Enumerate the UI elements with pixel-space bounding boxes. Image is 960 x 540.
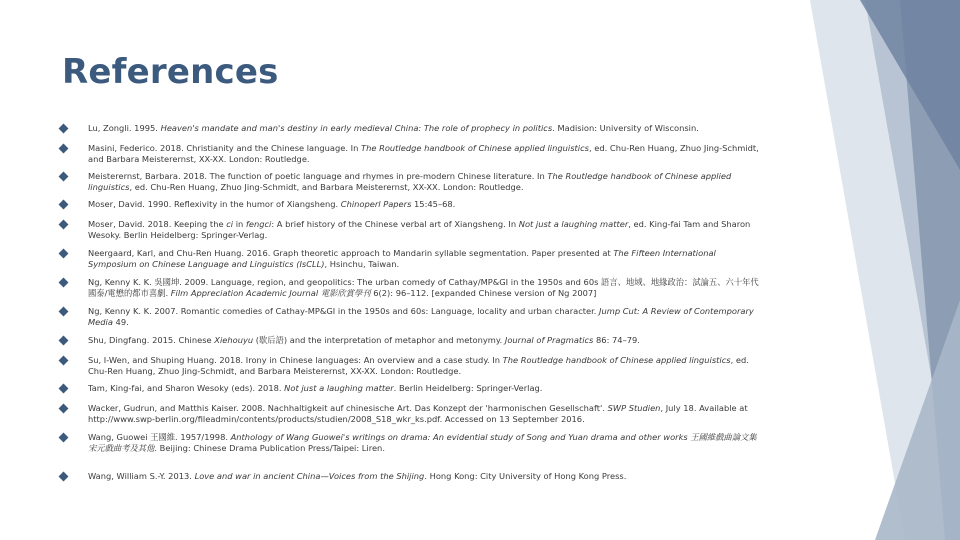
reference-italic-part: Heaven's mandate and man's destiny in early medieval China: The role of prophecy in politics [160,123,553,133]
reference-part: Su, I-Wen, and Shuping Huang. 2018. Irony in Chinese languages: An overview and a case study. In [88,355,503,365]
reference-part: , Hsinchu, Taiwan. [324,258,400,269]
bullet-diamond-icon [59,200,69,210]
bullet-diamond-icon [59,144,69,154]
reference-part: Shu, Dingfang. 2015. Chinese [88,335,215,345]
bullet-diamond-icon [59,384,69,394]
reference-part: , ed. King-fai Tam and Sharon Wesoky. Berlin Heidelberg: Springer-Verlag. [88,219,751,240]
reference-part: Tam, King-fai, and Sharon Wesoky (eds). 2018. [88,383,285,393]
reference-item [60,383,760,394]
reference-text [88,471,760,482]
reference-italic-part: Film Appreciation Academic Journal 電影欣賞學刊 [170,287,371,298]
reference-part: Masini, Federico. 2018. Christianity and the Chinese language. In [88,143,362,153]
reference-part: Wacker, Gudrun, and Matthis Kaiser. 2008. Nachhaltigkeit auf chinesische Art. Das Konzept der 'harmonischen Gesellschaft'. [88,403,608,413]
reference-text [88,335,760,346]
reference-item [60,403,760,424]
page-title: References [62,52,279,92]
reference-item [60,143,760,164]
bullet-diamond-icon [59,124,69,134]
reference-item [60,277,760,298]
reference-italic-part: The Routledge handbook of Chinese applied linguistics [502,355,731,365]
reference-text [88,277,760,298]
reference-text [88,219,760,240]
reference-item [60,123,760,134]
reference-italic-part: Journal of Pragmatics [504,335,594,345]
reference-part: . Madision: University of Wisconsin. [552,123,699,133]
reference-item [60,471,760,482]
reference-part: Moser, David. 1990. Reflexivity in the humor of Xiangsheng. [88,199,341,209]
bullet-diamond-icon [59,278,69,288]
reference-text [88,123,760,134]
reference-italic-part: Jump Cut: A Review of Contemporary Media [88,306,754,327]
reference-text [88,432,760,453]
bullet-diamond-icon [59,336,69,346]
bullet-diamond-icon [59,356,69,366]
reference-text [88,306,760,327]
reference-italic-part: The Routledge handbook of Chinese applied linguistics [361,143,589,153]
reference-italic-part: Love and war in ancient China—Voices from the Shijing [194,471,425,481]
reference-part: 15:45–68. [411,199,456,209]
reference-part: 86: 74–79. [593,335,640,345]
reference-item [60,248,760,269]
reference-part: Ng, Kenny K. K. 2007. Romantic comedies of Cathay-MP&GI in the 1950s and 60s: Language, locality and urban character. [88,306,600,316]
bullet-diamond-icon [59,404,69,414]
decorative-shapes [700,0,960,540]
reference-text [88,403,760,424]
reference-part: . Berlin Heidelberg: Springer-Verlag. [393,383,543,393]
reference-part: 49. [112,316,129,327]
reference-part: , July 18. Available at http://www.swp-berlin.org/fileadmin/contents/products/studien/2008_S18_wkr_ks.pdf. Accessed on 13 September 2016. [88,403,748,424]
reference-italic-part: Not just a laughing matter [518,219,629,229]
reference-item [60,171,760,192]
reference-part: Wang, Guowei 王國維. 1957/1998. [88,432,231,442]
reference-part: . Hong Kong: City University of Hong Kong Press. [424,471,627,481]
reference-part: Moser, David. 2018. Keeping the [88,219,227,229]
bullet-diamond-icon [59,220,69,230]
reference-text [88,248,760,269]
reference-text [88,143,760,164]
reference-italic-part: Anthology of Wang Guowei's writings on drama: An evidential study of Song and Yuan drama and other works 王國維戲曲論文集宋元戲曲考及其他 [88,432,757,453]
reference-item [60,335,760,346]
reference-item [60,219,760,240]
reference-text [88,199,760,210]
reference-text [88,383,760,394]
bullet-diamond-icon [59,307,69,317]
bullet-diamond-icon [59,249,69,259]
reference-part: 6(2): 96–112. [expanded Chinese version of Ng 2007] [370,287,597,298]
reference-item [60,199,760,210]
reference-part: Ng, Kenny K. K. 吳國坤. 2009. Language, region, and geopolitics: The urban comedy of Cathay/MP&GI in the 1950s and 60s 語言、地域、地緣政治：試論五、六十年代國泰/電懋的都市喜劇. [88,277,759,298]
reference-part: in [233,219,246,229]
reference-italic-part: The Fifteen International Symposium on Chinese Language and Linguistics (IsCLL) [88,248,716,269]
reference-part: , ed. Chu-Ren Huang, Zhuo Jing-Schmidt, and Barbara Meisterernst, XX-XX. London: Routledge. [88,355,749,376]
reference-italic-part: SWP Studien [607,403,661,413]
reference-italic-part: Chinoperl Papers [340,199,412,209]
reference-part: Meisterernst, Barbara. 2018. The function of poetic language and rhymes in pre-modern Chinese literature. In [88,171,548,181]
reference-italic-part: ci [226,219,234,229]
reference-italic-part: Xiehouyu [214,335,254,345]
reference-part: : A brief history of the Chinese verbal art of Xiangsheng. In [271,219,519,229]
reference-part: Neergaard, Karl, and Chu-Ren Huang. 2016. Graph theoretic approach to Mandarin syllable segmentation. Paper presented at [88,248,614,258]
reference-italic-part: fengci [245,219,272,229]
reference-item [60,306,760,327]
bullet-diamond-icon [59,472,69,482]
reference-italic-part: Not just a laughing matter [284,383,394,393]
reference-part: (歇后語) and the interpretation of metaphor and metonymy. [253,335,505,345]
reference-part: Wang, William S.-Y. 2013. [88,471,195,481]
reference-text [88,355,760,376]
reference-part: Lu, Zongli. 1995. [88,123,161,133]
reference-part: , ed. Chu-Ren Huang, Zhuo Jing-Schmidt, and Barbara Meisterernst, XX-XX. London: Routledge. [129,181,524,192]
bullet-diamond-icon [59,433,69,443]
reference-text [88,171,760,192]
bullet-diamond-icon [59,172,69,182]
reference-part: , ed. Chu-Ren Huang, Zhuo Jing-Schmidt, and Barbara Meisterernst, XX-XX. London: Routledge. [88,143,759,164]
reference-italic-part: The Routledge handbook of Chinese applied linguistics [88,171,732,192]
reference-item [60,355,760,376]
reference-item [60,432,760,453]
reference-part: . Beijing: Chinese Drama Publication Press/Taipei: Liren. [154,442,385,453]
